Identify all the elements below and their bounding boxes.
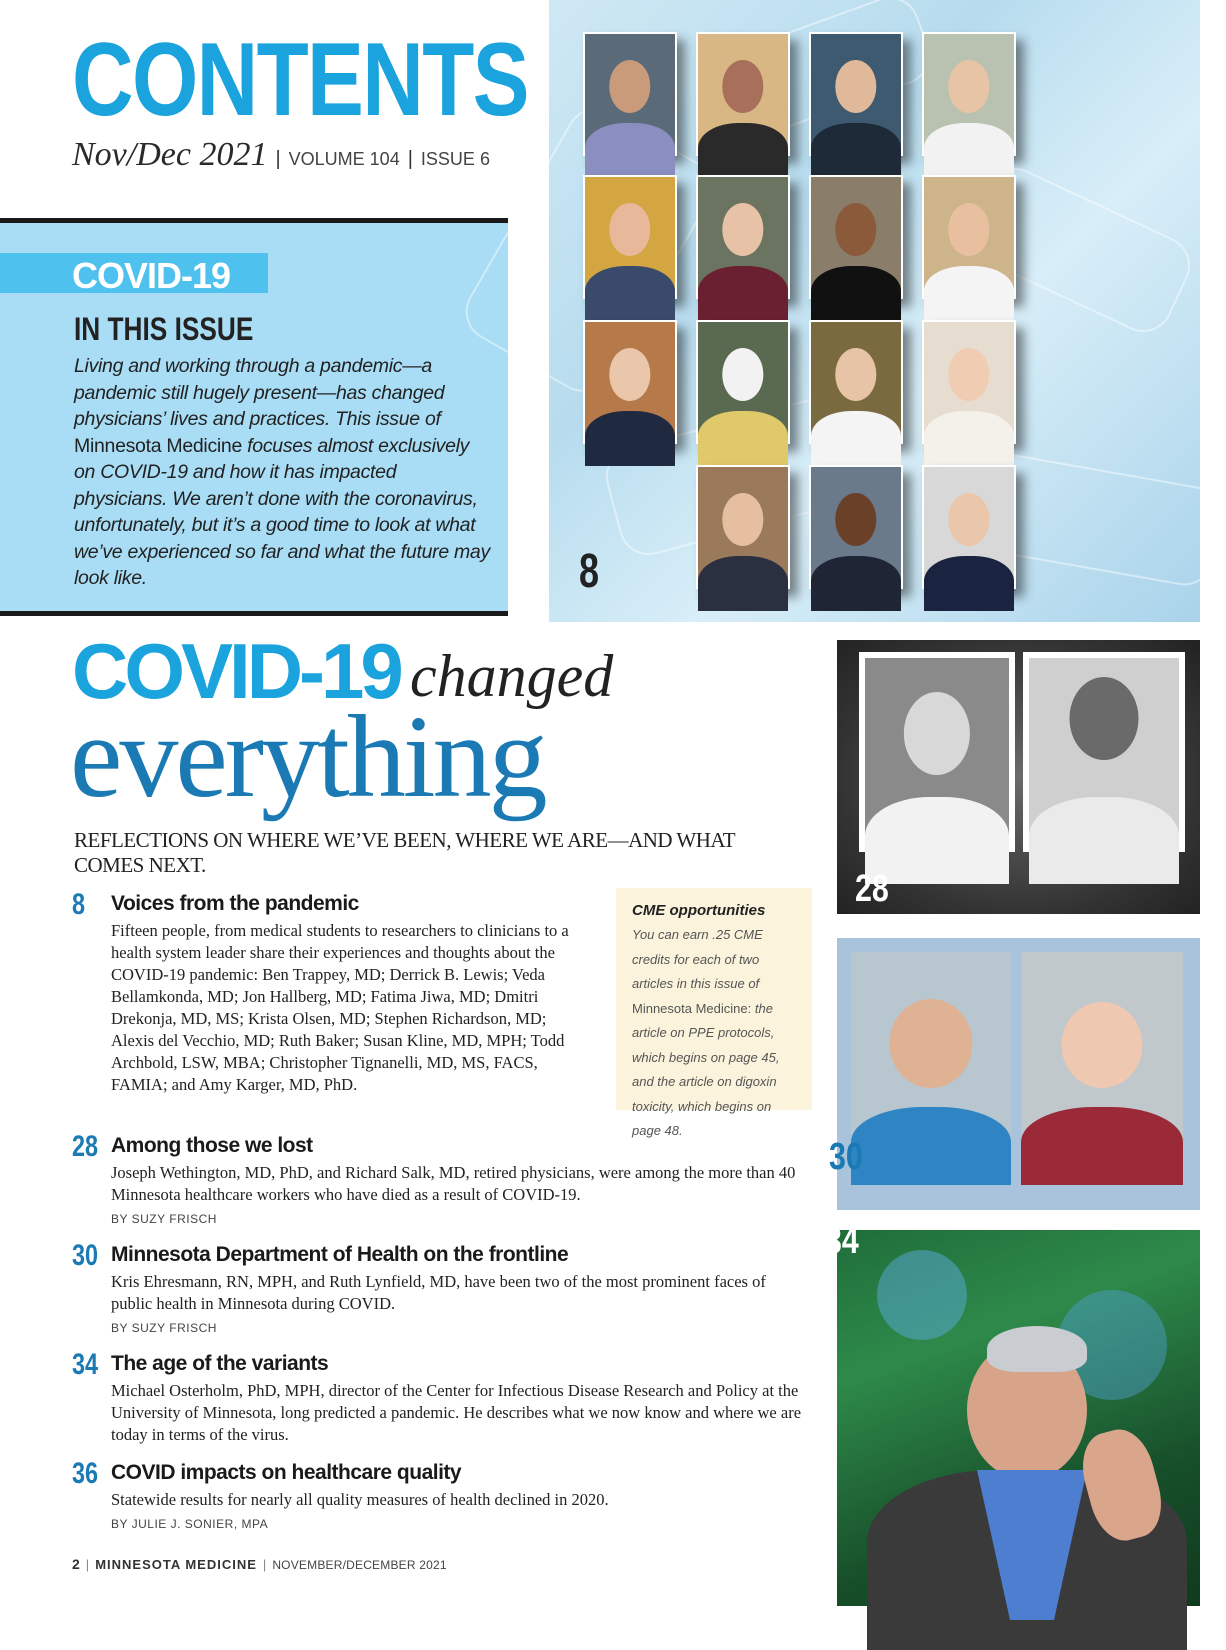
toc-description: Fifteen people, from medical students to researchers to clinicians to a health system leader share their experiences and thoughts about the COVID-19 pandemic: Ben Trappey, MD; Derrick B. Lewis; Veda Bellamkonda, MD; Jon Hallberg, MD; Fatima Jiwa, MD; Dmitri Drekonja, MD, MS; Krista Olsen, MD; Stephen Richardson, MD; Alexis del Vecchio, MD; Ruth Baker; Susan Kline, MD, MPH; Todd Archbold, LSW, MBA; Christopher Tignanelli, MD, MS, FACS, FAMIA; and Amy Karger, MD, PhD.: [111, 921, 569, 1094]
covid-tag: [0, 253, 268, 296]
photo: [851, 952, 1011, 1146]
portrait: [922, 32, 1016, 156]
photo-panel-30: [829, 938, 1200, 1210]
toc-page-number: 30: [72, 1239, 99, 1272]
portrait: [583, 32, 677, 156]
toc-title[interactable]: The age of the variants: [111, 1352, 329, 1375]
grid-page-number: 8: [579, 545, 600, 598]
portrait: [696, 465, 790, 589]
issue-date: Nov/Dec 2021: [72, 136, 268, 173]
bw-photo: [1023, 652, 1185, 852]
portrait: [696, 32, 790, 156]
issue-label: ISSUE 6: [420, 149, 490, 169]
portrait: [809, 175, 903, 299]
footer-date: NOVEMBER/DECEMBER 2021: [272, 1558, 447, 1572]
cme-box: [616, 888, 812, 1138]
portrait: [583, 175, 677, 299]
footer: [72, 1556, 447, 1572]
portrait: [922, 320, 1016, 444]
photo-page-number: 30: [829, 1136, 863, 1178]
separator: |: [85, 1557, 90, 1572]
portrait-grid-panel: [549, 0, 1200, 622]
contents-title: CONTENTS: [72, 22, 528, 138]
toc-byline: BY SUZY FRISCH: [111, 1321, 217, 1335]
photo-page-number: 28: [855, 868, 889, 910]
cme-text: You can earn .25 CME credits for each of two articles in this issue of: [632, 927, 763, 991]
toc-title[interactable]: Minnesota Department of Health on the frontline: [111, 1243, 569, 1266]
issue-line: [72, 136, 490, 174]
headline-changed: changed: [410, 643, 614, 709]
toc-page-number: 8: [72, 888, 86, 921]
portrait: [809, 465, 903, 589]
toc-page-number: 36: [72, 1457, 99, 1490]
toc-title[interactable]: Among those we lost: [111, 1134, 313, 1157]
portrait: [809, 320, 903, 444]
bw-photo: [859, 652, 1015, 852]
covid-in-this-issue-box: [0, 218, 508, 616]
headline-covid: COVID-19: [72, 627, 400, 715]
portrait: [922, 175, 1016, 299]
toc-byline: BY SUZY FRISCH: [111, 1212, 217, 1226]
toc-description: Statewide results for nearly all quality measures of health declined in 2020.: [111, 1490, 609, 1509]
cme-text: the article on PPE protocols, which begins on page 45, and the article on digoxin toxicity, which begins on page 48.: [632, 1000, 780, 1138]
toc-page-number: 28: [72, 1130, 99, 1163]
footer-page-number: 2: [72, 1556, 80, 1572]
toc-page-number: 34: [72, 1348, 99, 1381]
intro-text: focuses almost exclusively on COVID-19 and how it has impacted physicians. We aren’t done with the coronavirus, unfortunately, but it’s a good time to look at what we’ve experienced so far and what the future may look like.: [74, 434, 490, 589]
toc-byline: BY JULIE J. SONIER, MPA: [111, 1517, 269, 1531]
separator: |: [275, 148, 281, 170]
box-intro: [74, 353, 494, 592]
background-bokeh: [877, 1250, 967, 1340]
separator: |: [407, 148, 413, 170]
footer-magazine: MINNESOTA MEDICINE: [95, 1557, 257, 1572]
photo-panel-34: [825, 1220, 1200, 1606]
portrait: [922, 465, 1016, 589]
magazine-name: Minnesota Medicine: [74, 434, 243, 457]
photo-panel-28: [837, 640, 1200, 914]
portrait: [583, 320, 677, 444]
intro-text: Living and working through a pandemic—a pandemic still hugely present—has changed physicians’ lives and practices. This issue of: [74, 355, 445, 430]
volume-label: VOLUME 104: [288, 149, 400, 169]
cme-body: [632, 923, 796, 1144]
photo: [1021, 952, 1183, 1146]
toc-description: Michael Osterholm, PhD, MPH, director of the Center for Infectious Disease Research and Policy at the University of Minnesota, long predicted a pandemic. He describes what we now know and where we are today in terms of the virus.: [111, 1381, 802, 1444]
portrait: [696, 320, 790, 444]
photo-page-number: 34: [825, 1220, 859, 1262]
separator: |: [262, 1557, 267, 1572]
portrait: [696, 175, 790, 299]
magazine-name: Minnesota Medicine:: [632, 1000, 752, 1016]
headline-everything: everything: [70, 691, 545, 822]
subhead: REFLECTIONS ON WHERE WE’VE BEEN, WHERE WE ARE—AND WHAT COMES NEXT.: [74, 828, 735, 877]
covid-tag-text: COVID-19: [72, 255, 231, 296]
person-hair: [987, 1326, 1087, 1372]
toc-description: Kris Ehresmann, RN, MPH, and Ruth Lynfield, MD, have been two of the most prominent faces of public health in Minnesota during COVID.: [111, 1272, 766, 1313]
toc-title[interactable]: Voices from the pandemic: [111, 892, 359, 915]
portrait: [809, 32, 903, 156]
in-this-issue-heading: IN THIS ISSUE: [74, 311, 254, 347]
cme-title: CME opportunities: [632, 902, 766, 919]
toc-title[interactable]: COVID impacts on healthcare quality: [111, 1461, 462, 1484]
toc-description: Joseph Wethington, MD, PhD, and Richard Salk, MD, retired physicians, were among the more than 40 Minnesota healthcare workers who have died as a result of COVID-19.: [111, 1163, 796, 1204]
